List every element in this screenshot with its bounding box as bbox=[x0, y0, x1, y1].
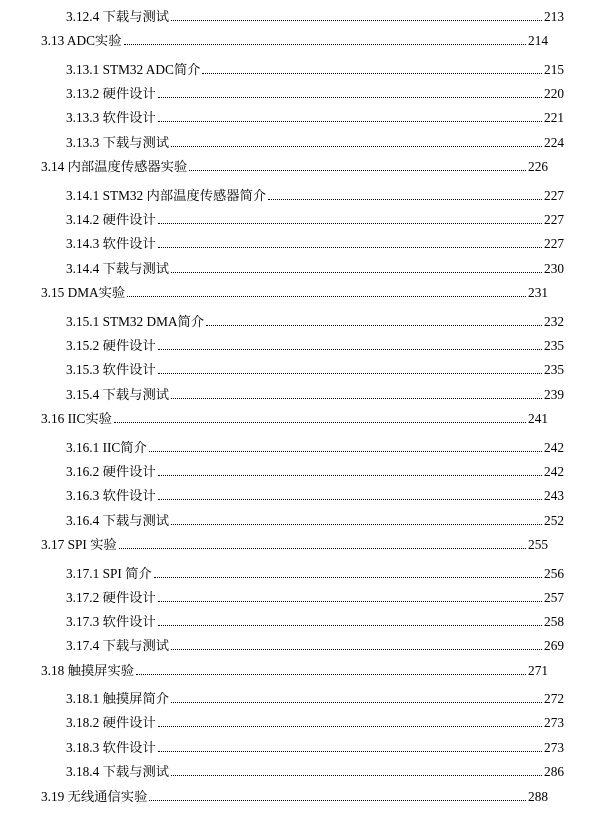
toc-entry[interactable] bbox=[66, 8, 564, 26]
dot-leader bbox=[158, 488, 542, 500]
toc-entry-label: 3.18.1 触摸屏简介 bbox=[66, 691, 170, 706]
toc-entry-label: 3.13 ADC实验 bbox=[41, 33, 122, 48]
dot-leader bbox=[149, 789, 526, 801]
toc-entry-page: 232 bbox=[544, 314, 564, 329]
toc-entry[interactable] bbox=[66, 463, 564, 481]
dot-leader bbox=[171, 9, 542, 21]
toc-entry[interactable] bbox=[66, 260, 564, 278]
toc-entry-label: 3.16.2 硬件设计 bbox=[66, 464, 156, 479]
toc-entry[interactable] bbox=[66, 613, 564, 631]
toc-entry[interactable] bbox=[66, 211, 564, 229]
toc-entry-label: 3.15.1 STM32 DMA简介 bbox=[66, 314, 205, 329]
dot-leader bbox=[158, 212, 542, 224]
toc-entry-page: 224 bbox=[544, 135, 564, 150]
toc-entry-label: 3.14 内部温度传感器实验 bbox=[41, 159, 188, 174]
toc-entry-label: 3.16.4 下载与测试 bbox=[66, 513, 170, 528]
toc-entry-label: 3.15.4 下载与测试 bbox=[66, 387, 170, 402]
toc-entry-page: 227 bbox=[544, 188, 564, 203]
toc-entry[interactable] bbox=[66, 690, 564, 708]
dot-leader bbox=[171, 261, 542, 273]
toc-entry-label: 3.18 触摸屏实验 bbox=[41, 663, 135, 678]
toc-entry-label: 3.17.3 软件设计 bbox=[66, 614, 156, 629]
dot-leader bbox=[202, 62, 542, 74]
dot-leader bbox=[158, 236, 542, 248]
toc-entry-page: 227 bbox=[544, 236, 564, 251]
toc-entry[interactable] bbox=[66, 714, 564, 732]
toc-entry-page: 252 bbox=[544, 513, 564, 528]
toc-entry[interactable] bbox=[66, 637, 564, 655]
toc-entry-page: 257 bbox=[544, 590, 564, 605]
toc-entry-label: 3.18.4 下载与测试 bbox=[66, 764, 170, 779]
toc-entry[interactable] bbox=[41, 32, 548, 50]
dot-leader bbox=[171, 387, 542, 399]
toc-entry-label: 3.17.4 下载与测试 bbox=[66, 638, 170, 653]
toc-entry-page: 239 bbox=[544, 387, 564, 402]
toc-entry-page: 241 bbox=[528, 411, 548, 426]
toc-entry-label: 3.15 DMA实验 bbox=[41, 285, 126, 300]
toc-entry-page: 286 bbox=[544, 764, 564, 779]
toc-entry-label: 3.15.3 软件设计 bbox=[66, 362, 156, 377]
dot-leader bbox=[158, 86, 542, 98]
toc-entry[interactable] bbox=[66, 439, 564, 457]
dot-leader bbox=[149, 440, 542, 452]
toc-entry-label: 3.16.3 软件设计 bbox=[66, 488, 156, 503]
toc-entry[interactable] bbox=[41, 788, 548, 806]
toc-entry-page: 271 bbox=[528, 663, 548, 678]
dot-leader bbox=[171, 513, 542, 525]
toc-entry[interactable] bbox=[41, 158, 548, 176]
toc-entry[interactable] bbox=[66, 565, 564, 583]
toc-entry-label: 3.13.3 下载与测试 bbox=[66, 135, 170, 150]
toc-entry-label: 3.17.2 硬件设计 bbox=[66, 590, 156, 605]
dot-leader bbox=[114, 411, 526, 423]
toc-entry-label: 3.13.1 STM32 ADC简介 bbox=[66, 62, 201, 77]
dot-leader bbox=[171, 638, 542, 650]
toc-entry-label: 3.16.1 IIC简介 bbox=[66, 440, 147, 455]
toc-entry-page: 242 bbox=[544, 464, 564, 479]
dot-leader bbox=[206, 314, 542, 326]
toc-entry-page: 214 bbox=[528, 33, 548, 48]
toc-entry-page: 235 bbox=[544, 338, 564, 353]
toc-entry-label: 3.15.2 硬件设计 bbox=[66, 338, 156, 353]
toc-entry-label: 3.16 IIC实验 bbox=[41, 411, 112, 426]
toc-entry-label: 3.12.4 下载与测试 bbox=[66, 9, 170, 24]
dot-leader bbox=[189, 159, 526, 171]
dot-leader bbox=[268, 188, 542, 200]
dot-leader bbox=[158, 362, 542, 374]
toc-entry-page: 230 bbox=[544, 261, 564, 276]
toc-entry-page: 226 bbox=[528, 159, 548, 174]
toc-entry-page: 220 bbox=[544, 86, 564, 101]
toc-entry[interactable] bbox=[66, 763, 564, 781]
dot-leader bbox=[158, 740, 542, 752]
toc-entry[interactable] bbox=[41, 284, 548, 302]
toc-entry-page: 288 bbox=[528, 789, 548, 804]
dot-leader bbox=[158, 715, 542, 727]
toc-entry[interactable] bbox=[66, 187, 564, 205]
dot-leader bbox=[127, 285, 526, 297]
toc-entry-page: 221 bbox=[544, 110, 564, 125]
toc-entry[interactable] bbox=[66, 313, 564, 331]
dot-leader bbox=[158, 614, 542, 626]
dot-leader bbox=[171, 764, 542, 776]
toc-entry-page: 255 bbox=[528, 537, 548, 552]
toc-entry-page: 213 bbox=[544, 9, 564, 24]
toc-entry-label: 3.13.3 软件设计 bbox=[66, 110, 156, 125]
toc-entry-label: 3.17.1 SPI 简介 bbox=[66, 566, 152, 581]
toc-entry[interactable] bbox=[66, 134, 564, 152]
toc-entry-page: 269 bbox=[544, 638, 564, 653]
toc-entry-label: 3.19 无线通信实验 bbox=[41, 789, 148, 804]
toc-entry-label: 3.18.2 硬件设计 bbox=[66, 715, 156, 730]
toc-entry[interactable] bbox=[66, 337, 564, 355]
toc-entry[interactable] bbox=[66, 109, 564, 127]
toc-entry[interactable] bbox=[66, 512, 564, 530]
toc-entry-label: 3.17 SPI 实验 bbox=[41, 537, 117, 552]
toc-entry[interactable] bbox=[66, 361, 564, 379]
toc-entry[interactable] bbox=[66, 589, 564, 607]
toc-entry-label: 3.14.2 硬件设计 bbox=[66, 212, 156, 227]
toc-entry-page: 273 bbox=[544, 740, 564, 755]
toc-entry[interactable] bbox=[41, 536, 548, 554]
toc-entry-page: 272 bbox=[544, 691, 564, 706]
toc-entry-page: 242 bbox=[544, 440, 564, 455]
dot-leader bbox=[158, 464, 542, 476]
dot-leader bbox=[124, 33, 527, 45]
dot-leader bbox=[158, 590, 542, 602]
toc-entry-label: 3.14.1 STM32 内部温度传感器简介 bbox=[66, 188, 267, 203]
toc-entry[interactable] bbox=[41, 662, 548, 680]
dot-leader bbox=[136, 663, 526, 675]
dot-leader bbox=[158, 110, 542, 122]
toc-entry-page: 243 bbox=[544, 488, 564, 503]
toc-entry-page: 273 bbox=[544, 715, 564, 730]
toc-entry-label: 3.18.3 软件设计 bbox=[66, 740, 156, 755]
toc-entry-page: 231 bbox=[528, 285, 548, 300]
dot-leader bbox=[171, 691, 542, 703]
dot-leader bbox=[158, 338, 542, 350]
toc-entry-page: 227 bbox=[544, 212, 564, 227]
dot-leader bbox=[154, 566, 542, 578]
toc-entry-label: 3.14.4 下载与测试 bbox=[66, 261, 170, 276]
toc-entry[interactable] bbox=[66, 85, 564, 103]
toc-entry[interactable] bbox=[66, 386, 564, 404]
toc-entry[interactable] bbox=[66, 739, 564, 757]
toc-entry-label: 3.13.2 硬件设计 bbox=[66, 86, 156, 101]
toc-entry[interactable] bbox=[66, 235, 564, 253]
toc-entry[interactable] bbox=[66, 61, 564, 79]
toc-entry[interactable] bbox=[66, 487, 564, 505]
toc-entry-page: 215 bbox=[544, 62, 564, 77]
toc-entry-page: 256 bbox=[544, 566, 564, 581]
toc-entry-page: 235 bbox=[544, 362, 564, 377]
dot-leader bbox=[171, 135, 542, 147]
toc-entry-label: 3.14.3 软件设计 bbox=[66, 236, 156, 251]
toc-entry-page: 258 bbox=[544, 614, 564, 629]
toc-entry[interactable] bbox=[41, 410, 548, 428]
dot-leader bbox=[119, 537, 526, 549]
